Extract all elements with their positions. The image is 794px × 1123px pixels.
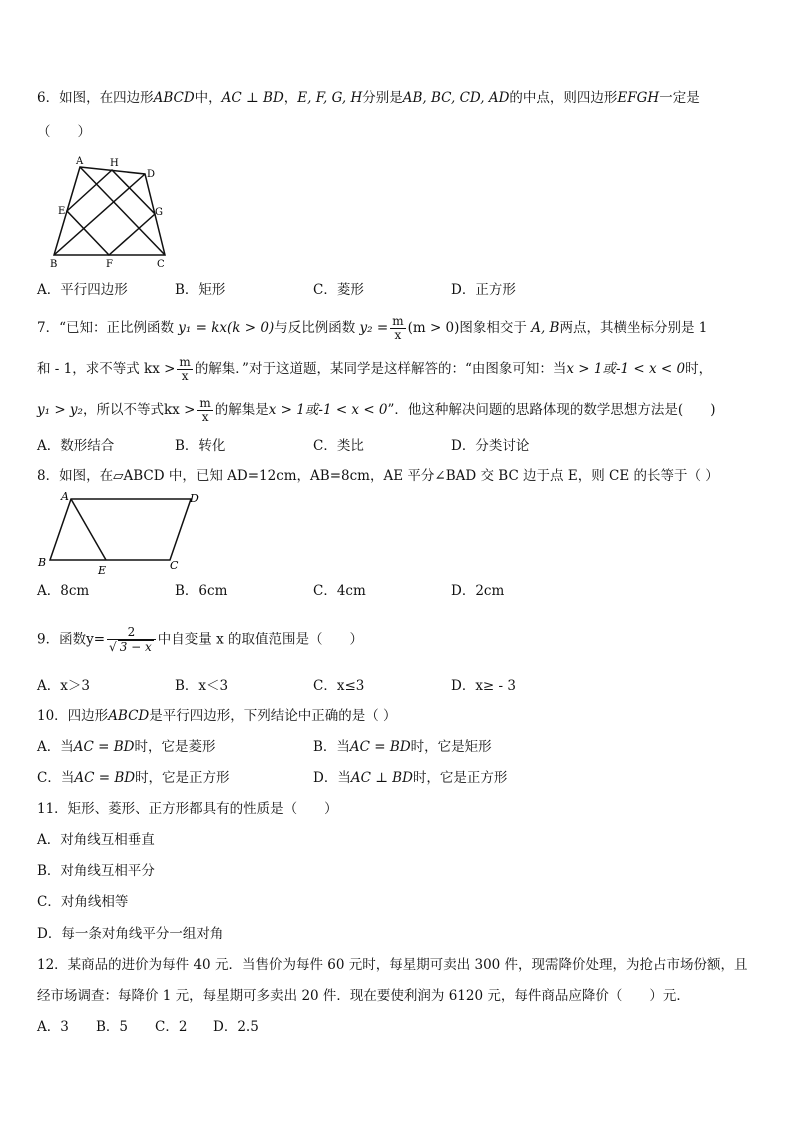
q10-stem: 10．四边形ABCD是平行四边形，下列结论中正确的是（ ）	[37, 708, 397, 724]
q12-stem-line-2: 经市场调查：每降价 1 元，每星期可多卖出 20 件．现在要使利润为 6120 元，每件商品应降价（ ）元．	[37, 988, 690, 1004]
q6-label-e: E	[58, 206, 66, 217]
q8-bisector-ae	[71, 499, 106, 560]
q12-option-c[interactable]: C．2	[155, 1019, 188, 1035]
q6-option-a[interactable]: A．平行四边形	[37, 282, 128, 298]
q11-option-c[interactable]: C．对角线相等	[37, 894, 129, 910]
q7-line-2: 和 - 1，求不等式 kx > $\frac{m}{x}$ 的解集．”对于这道题，某同学是这样解答的：“由图象可知：当x > 1或-1 < x < 0时，	[37, 355, 713, 383]
q6-label-a: A	[76, 156, 84, 167]
q6-option-c[interactable]: C．菱形	[313, 282, 364, 298]
q8-parallelogram-outline	[50, 499, 191, 560]
q8-option-d[interactable]: D．2cm	[451, 583, 505, 599]
q8-label-e: E	[98, 564, 107, 576]
q6-answer-paren: （ ）	[37, 124, 91, 140]
q6-label-b: B	[50, 259, 58, 270]
q7-line-1: 7．“已知：正比例函数 y₁ = kx(k > 0)与反比例函数 y₂ = $\frac{m}{x}$ (m > 0)图象相交于 A, B两点，其横坐标分别是 1	[37, 314, 708, 342]
q11-option-b[interactable]: B．对角线互相平分	[37, 863, 155, 879]
q6-label-d: D	[147, 169, 156, 180]
q11-stem: 11．矩形、菱形、正方形都具有的性质是（ ）	[37, 801, 338, 817]
q11-option-d[interactable]: D．每一条对角线平分一组对角	[37, 926, 224, 942]
q10-option-b[interactable]: B．当AC = BD时，它是矩形	[313, 739, 492, 755]
q6-quad-outline	[54, 167, 165, 255]
q7-option-c[interactable]: C．类比	[313, 438, 364, 454]
q10-option-a[interactable]: A．当AC = BD时，它是菱形	[37, 739, 216, 755]
q6-label-h: H	[110, 158, 119, 169]
q8-label-d: D	[190, 492, 199, 505]
q6-stem: 6．如图，在四边形ABCD中，AC ⊥ BD，E, F, G, H分别是AB, BC, CD, AD的中点，则四边形EFGH一定是	[37, 90, 700, 106]
q6-quadrilateral-figure	[40, 150, 180, 272]
q7-option-d[interactable]: D．分类讨论	[451, 438, 530, 454]
q6-option-d[interactable]: D．正方形	[451, 282, 516, 298]
q8-stem: 8．如图，在▱ABCD 中，已知 AD=12cm，AB=8cm，AE 平分∠BAD 交 BC 边于点 E，则 CE 的长等于（ ）	[37, 468, 719, 484]
q9-option-a[interactable]: A．x＞3	[37, 678, 90, 694]
q8-option-a[interactable]: A．8cm	[37, 583, 90, 599]
q12-option-a[interactable]: A．3	[37, 1019, 69, 1035]
q8-label-a: A	[61, 490, 69, 503]
q8-option-b[interactable]: B．6cm	[175, 583, 228, 599]
q6-label-c: C	[157, 259, 165, 270]
q12-option-b[interactable]: B．5	[96, 1019, 129, 1035]
q9-fraction: $\frac{2}{√ 3 - x}$	[107, 626, 156, 654]
q9-option-c[interactable]: C．x≤3	[313, 678, 365, 694]
q7-fraction-m-over-x-3: $\frac{m}{x}$	[199, 396, 211, 424]
q7-fraction-m-over-x-2: $\frac{m}{x}$	[179, 355, 191, 383]
q8-label-c: C	[170, 559, 179, 572]
q7-line-3: y₁ > y₂，所以不等式kx > $\frac{m}{x}$ 的解集是x > 1或-1 < x < 0”．他这种解决问题的思路体现的数学思想方法是( )	[37, 396, 716, 424]
q9-option-d[interactable]: D．x≥ - 3	[451, 678, 516, 694]
q6-label-g: G	[155, 207, 163, 218]
q8-option-c[interactable]: C．4cm	[313, 583, 366, 599]
q11-option-a[interactable]: A．对角线互相垂直	[37, 832, 155, 848]
q7-option-a[interactable]: A．数形结合	[37, 438, 115, 454]
q7-fraction-m-over-x: $\frac{m}{x}$	[392, 314, 404, 342]
q6-label-f: F	[106, 259, 113, 270]
q10-option-c[interactable]: C．当AC = BD时，它是正方形	[37, 770, 230, 786]
q6-efgh-outline	[67, 170, 155, 255]
q10-option-d[interactable]: D．当AC ⊥ BD时，它是正方形	[313, 770, 508, 786]
q9-option-b[interactable]: B．x＜3	[175, 678, 229, 694]
q8-parallelogram-figure	[36, 488, 216, 576]
q9-stem: 9．函数y= $\frac{2}{√ 3 - x}$ 中自变量 x 的取值范围是（ ）	[37, 625, 363, 654]
q8-label-b: B	[38, 556, 47, 569]
q7-option-b[interactable]: B．转化	[175, 438, 226, 454]
q6-option-b[interactable]: B．矩形	[175, 282, 226, 298]
q12-stem-line-1: 12．某商品的进价为每件 40 元．当售价为每件 60 元时，每星期可卖出 300 件，现需降价处理，为抢占市场份额，且	[37, 957, 748, 973]
q12-option-d[interactable]: D．2.5	[213, 1019, 259, 1035]
